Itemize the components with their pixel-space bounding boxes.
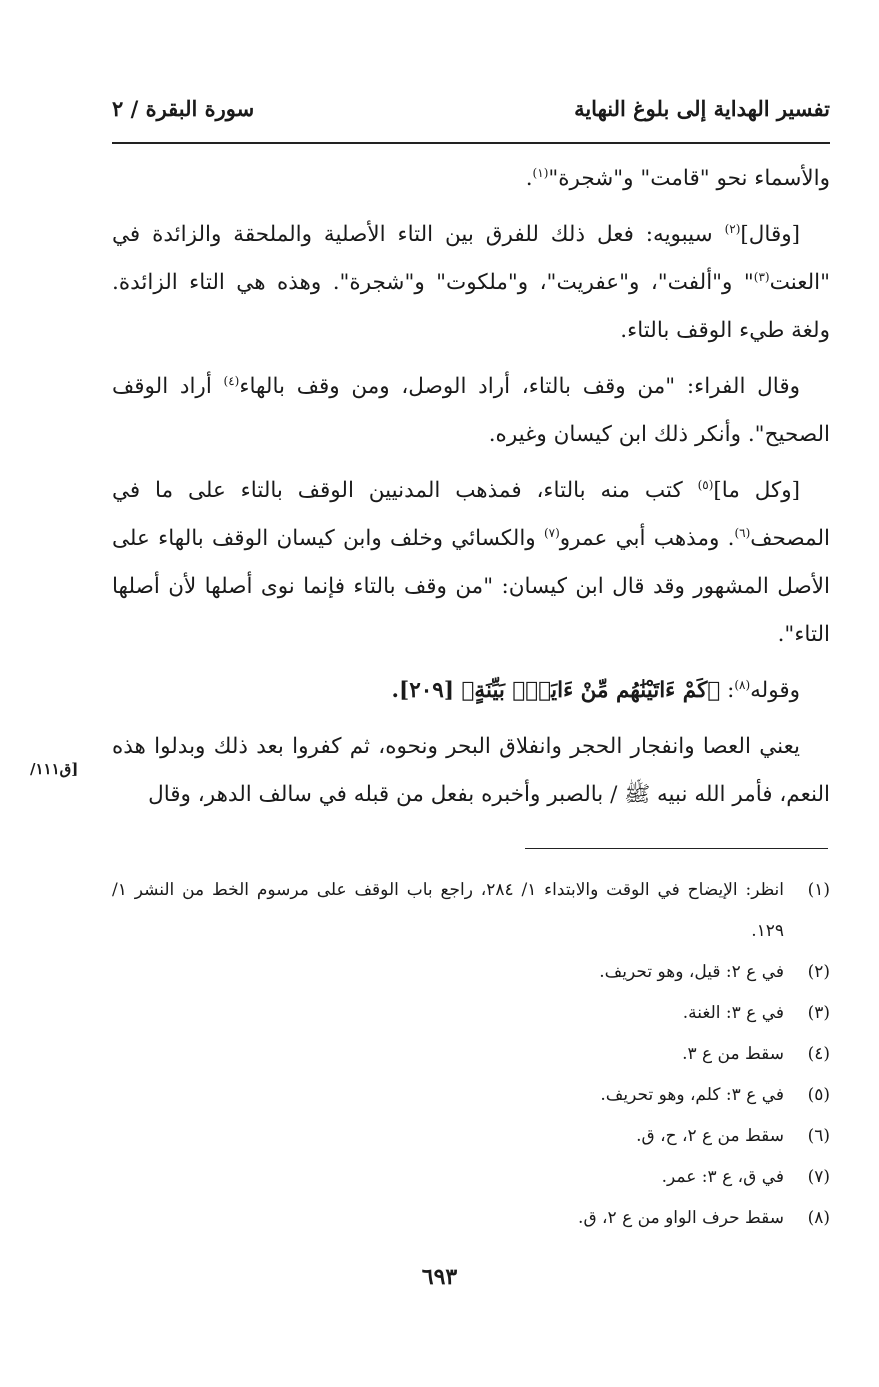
surah-title: سورة البقرة / ٢ xyxy=(112,96,255,121)
paragraph-4-part-c: . ومذهب أبي عمرو xyxy=(559,526,735,551)
footnote-text: في ع ٢: قيل، وهو تحريف. xyxy=(599,962,784,982)
paragraph-4-part-a: [وكل ما] xyxy=(713,478,800,503)
footnote-ref-4: (٤) xyxy=(223,373,240,388)
footnote-item xyxy=(112,1034,830,1075)
footnote-number: (٦) xyxy=(807,1126,830,1146)
paragraph-1 xyxy=(112,155,830,203)
paragraph-6 xyxy=(112,723,830,819)
footnote-text: سقط حرف الواو من ع ٢، ق. xyxy=(578,1208,784,1228)
footnote-text: سقط من ع ٢، ح، ق. xyxy=(636,1126,784,1146)
footnote-item xyxy=(112,952,830,993)
paragraph-2-part-b: سيبويه: فعل ذلك للفرق بين التاء الأصلية والملحقة والزائدة في "العنت xyxy=(112,222,830,295)
footnote-ref-8: (٨) xyxy=(734,677,751,692)
footnote-item xyxy=(112,1116,830,1157)
page-number: ٦٩٣ xyxy=(421,1264,458,1290)
footnote-number: (٤) xyxy=(807,1044,830,1064)
paragraph-2 xyxy=(112,211,830,355)
footnote-item xyxy=(112,870,830,952)
footnote-number: (٢) xyxy=(807,962,830,982)
quran-verse: ﴿كَمْ ءَاتَيْنَٰهُم مِّنْ ءَايَةٍۭ بَيِّنَةٍ﴾ xyxy=(461,678,721,703)
footnote-ref-2: (٢) xyxy=(724,221,741,236)
paragraph-3-part-a: وقال الفراء: "من وقف بالتاء، أراد الوصل، ومن وقف بالهاء xyxy=(239,374,800,399)
footnote-text: سقط من ع ٣. xyxy=(682,1044,784,1064)
footnote-rule xyxy=(525,848,828,849)
footnote-item xyxy=(112,993,830,1034)
footnote-item xyxy=(112,1075,830,1116)
footnote-number: (٨) xyxy=(807,1208,830,1228)
footnote-text: في ع ٣: كلم، وهو تحريف. xyxy=(600,1085,784,1105)
footnote-item xyxy=(112,1198,830,1239)
footnote-ref-5: (٥) xyxy=(697,477,714,492)
footnotes-list xyxy=(112,870,830,1239)
footnote-number: (٥) xyxy=(807,1085,830,1105)
footnote-number: (٣) xyxy=(807,1003,830,1023)
paragraph-5-part-b: : xyxy=(720,678,735,703)
header-rule xyxy=(112,142,830,144)
main-text xyxy=(112,155,830,827)
footnote-number: (٧) xyxy=(807,1167,830,1187)
paragraph-5-part-a: وقوله xyxy=(750,678,800,703)
footnote-item xyxy=(112,1157,830,1198)
footnote-ref-1: (١) xyxy=(532,165,549,180)
book-title: تفسير الهداية إلى بلوغ النهاية xyxy=(574,96,830,121)
paragraph-1-end: . xyxy=(525,166,533,191)
paragraph-4-part-d: والكسائي وخلف وابن كيسان الوقف بالهاء على الأصل المشهور وقد قال ابن كيسان: "من وقف بالتاء فإنما نوى أصلها لأن أصلها التاء". xyxy=(112,526,830,647)
paragraph-1-text: والأسماء نحو "قامت" و"شجرة" xyxy=(548,166,830,191)
footnote-text: في ق، ع ٣: عمر. xyxy=(661,1167,784,1187)
footnote-text: في ع ٣: الغنة. xyxy=(682,1003,784,1023)
footnote-text: انظر: الإيضاح في الوقت والابتداء ١/ ٢٨٤، راجع باب الوقف على مرسوم الخط من النشر ١/ ١٢٩. xyxy=(112,880,784,941)
paragraph-3 xyxy=(112,363,830,459)
running-header xyxy=(112,96,830,136)
paragraph-2-part-c: " و"ألفت"، و"عفريت"، و"ملكوت" و"شجرة". وهذه هي التاء الزائدة. ولغة طيء الوقف بالتاء. xyxy=(112,270,830,343)
paragraph-4-part-b: كتب منه بالتاء، فمذهب المدنيين الوقف بالتاء على ما في المصحف xyxy=(112,478,831,551)
paragraph-3-part-b: أراد الوقف الصحيح". وأنكر ذلك ابن كيسان وغيره. xyxy=(112,374,830,447)
footnote-ref-7: (٧) xyxy=(543,525,560,540)
paragraph-2-part-a: [وقال] xyxy=(740,222,800,247)
paragraph-4 xyxy=(112,467,830,659)
footnote-ref-6: (٦) xyxy=(734,525,751,540)
verse-reference: [٢٠٩]. xyxy=(391,678,462,703)
footnote-number: (١) xyxy=(807,880,830,900)
manuscript-folio-note: [ق١١١/ xyxy=(30,760,79,778)
paragraph-5 xyxy=(112,667,830,715)
footnote-ref-3: (٣) xyxy=(753,269,770,284)
paragraph-6-text: يعني العصا وانفجار الحجر وانفلاق البحر ونحوه، ثم كفروا بعد ذلك وبدلوا هذه النعم، فأمر الله نبيه ﷺ / بالصبر وأخبره بفعل من قبله في سالف الدهر، وقال xyxy=(112,734,830,807)
